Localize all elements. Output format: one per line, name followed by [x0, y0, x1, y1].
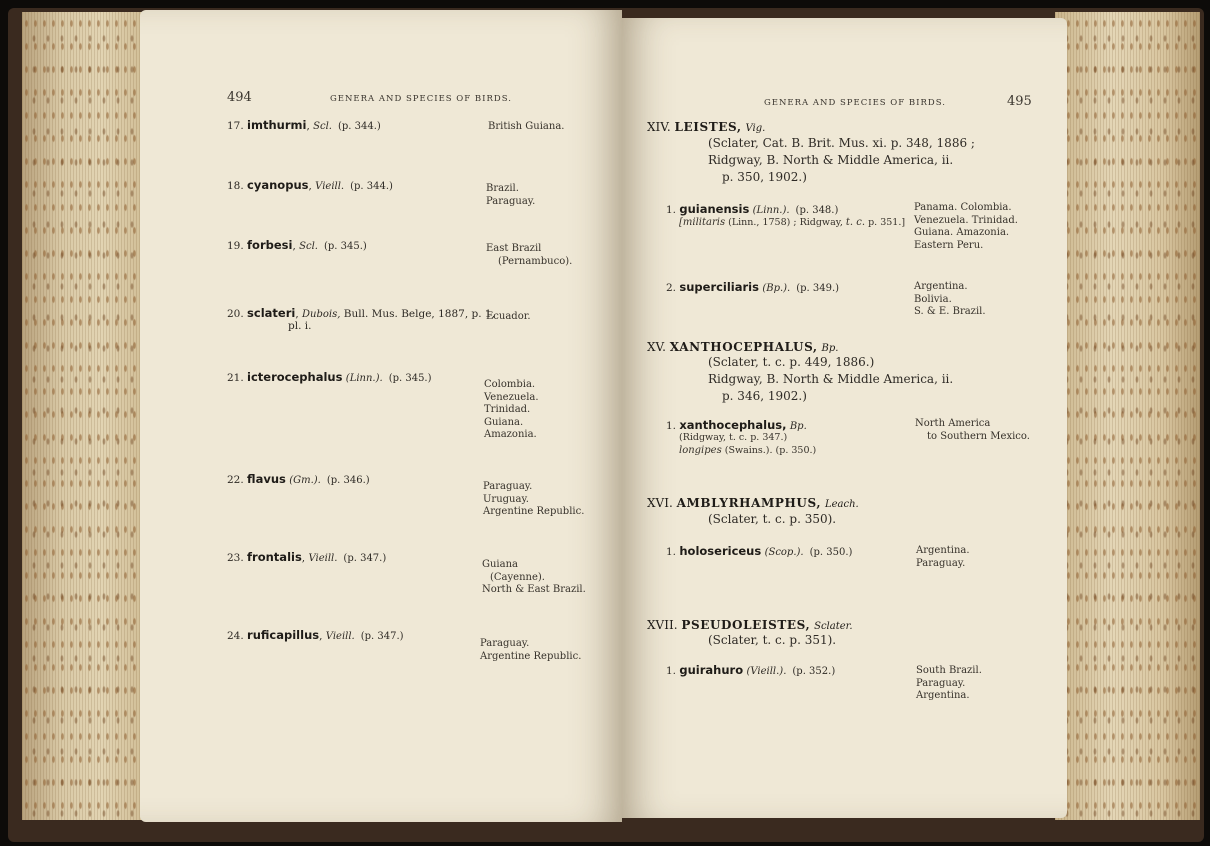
species-entry: 21. icterocephalus (Linn.). (p. 345.)	[227, 370, 432, 384]
page-number: 495	[1007, 94, 1032, 109]
range: Brazil. Paraguay.	[486, 183, 536, 207]
right-page	[622, 18, 1067, 818]
range: Colombia. Venezuela. Trinidad. Guiana. Amazonia.	[484, 379, 539, 440]
range: North America to Southern Mexico.	[915, 418, 1030, 442]
range: South Brazil. Paraguay. Argentina.	[916, 665, 982, 701]
range: Paraguay. Uruguay. Argentine Republic.	[483, 481, 585, 517]
synonym-line: longipes (Swains.). (p. 350.)	[679, 445, 817, 456]
species-entry: 1. guianensis (Linn.). (p. 348.)	[666, 202, 839, 216]
running-head: GENERA AND SPECIES OF BIRDS.	[764, 98, 946, 108]
genus-heading: XVI. AMBLYRHAMPHUS, Leach.	[647, 496, 859, 510]
species-entry: 2. superciliaris (Bp.). (p. 349.)	[666, 280, 840, 294]
genus-heading: XV. XANTHOCEPHALUS, Bp.	[647, 340, 839, 354]
page-edges-left	[22, 12, 154, 820]
species-entry: 17. imthurmi, Scl. (p. 344.)	[227, 118, 381, 132]
range: Argentina. Bolivia. S. & E. Brazil.	[914, 281, 986, 317]
genus-heading: XVII. PSEUDOLEISTES, Sclater.	[647, 618, 853, 632]
genus-references: (Sclater, Cat. B. Brit. Mus. xi. p. 348, 1886 ; Ridgway, B. North & Middle America, ii. p. 350, 1902.)	[708, 136, 975, 184]
species-entry: 23. frontalis, Vieill. (p. 347.)	[227, 550, 387, 564]
species-ref-cont: pl. i.	[288, 320, 312, 332]
genus-heading: XIV. LEISTES, Vig.	[647, 120, 766, 134]
page-number: 494	[227, 90, 252, 105]
range: Panama. Colombia. Venezuela. Trinidad. Guiana. Amazonia. Eastern Peru.	[914, 202, 1018, 251]
range: Paraguay. Argentine Republic.	[480, 638, 582, 662]
synonym-line: [militaris (Linn., 1758) ; Ridgway, t. c. p. 351.]	[679, 217, 906, 228]
species-entry: 18. cyanopus, Vieill. (p. 344.)	[227, 178, 393, 192]
left-page	[140, 10, 622, 822]
species-ref-line: (Ridgway, t. c. p. 347.)	[679, 432, 788, 443]
species-entry: 19. forbesi, Scl. (p. 345.)	[227, 238, 367, 252]
species-entry: 1. guirahuro (Vieill.). (p. 352.)	[666, 663, 836, 677]
range: Ecuador.	[486, 311, 531, 322]
genus-references: (Sclater, t. c. p. 351).	[708, 633, 837, 647]
range: East Brazil (Pernambuco).	[486, 243, 573, 267]
genus-references: (Sclater, t. c. p. 449, 1886.) Ridgway, B. North & Middle America, ii. p. 346, 1902.)	[708, 355, 954, 403]
species-entry: 1. xanthocephalus, Bp.	[666, 418, 807, 432]
page-edges-right	[1055, 12, 1200, 820]
range: Argentina. Paraguay.	[916, 545, 970, 569]
range: British Guiana.	[488, 121, 565, 132]
range: Guiana (Cayenne). North & East Brazil.	[482, 559, 586, 595]
species-entry: 1. holosericeus (Scop.). (p. 350.)	[666, 544, 853, 558]
species-entry: 20. sclateri, Dubois, Bull. Mus. Belge, 1887, p. 1,	[227, 306, 495, 320]
species-entry: 22. flavus (Gm.). (p. 346.)	[227, 472, 370, 486]
running-head: GENERA AND SPECIES OF BIRDS.	[330, 94, 512, 104]
species-entry: 24. ruficapillus, Vieill. (p. 347.)	[227, 628, 404, 642]
genus-references: (Sclater, t. c. p. 350).	[708, 512, 837, 526]
